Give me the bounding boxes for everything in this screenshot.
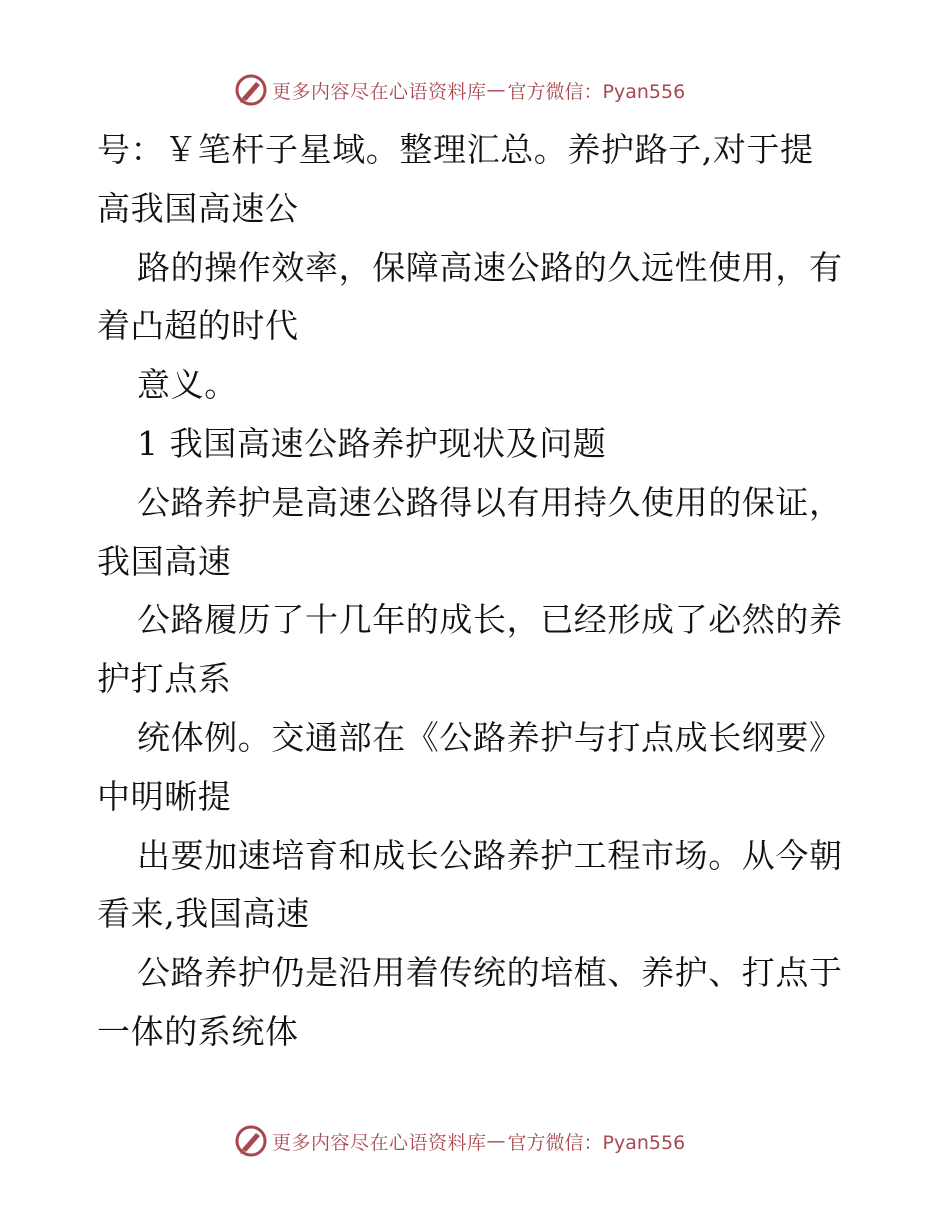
footer-banner [234,1121,685,1161]
text-line: 公路养护是高速公路得以有用持久使用的保证， [137,482,843,522]
text-line: 中明晰提 [97,776,232,816]
text-line: 我国高速 [97,541,232,581]
document-body [97,121,887,1062]
text-line: 出要加速培育和成长公路养护工程市场。从今朝 [137,835,843,875]
text-line: 号：￥笔杆子星域。整理汇总。养护路子,对于提 [97,130,814,169]
pen-logo-icon [234,73,268,107]
header-banner [234,70,685,110]
section-heading: 1 我国高速公路养护现状及问题 [137,423,607,463]
banner-dash: — [486,79,506,101]
text-line: 着凸超的时代 [97,306,299,346]
pen-logo-icon [234,1124,268,1158]
banner-wechat: 官方微信：Pyan556 [507,1131,686,1154]
banner-dash: — [486,1130,506,1152]
text-line: 看来,我国高速 [97,894,310,934]
banner-text: 更多内容尽在心语资料库 [272,1131,487,1154]
text-line: 一体的系统体 [97,1011,299,1051]
text-line: 公路履历了十几年的成长，已经形成了必然的养 [137,600,843,640]
text-line: 护打点系 [97,659,232,699]
text-line: 高我国高速公 [97,188,299,228]
text-line: 公路养护仍是沿用着传统的培植、养护、打点于 [137,953,843,993]
text-line: 意义。 [137,365,238,405]
text-line: 统体例。交通部在《公路养护与打点成长纲要》 [137,717,843,757]
banner-text: 更多内容尽在心语资料库 [272,80,487,103]
banner-wechat: 官方微信：Pyan556 [507,80,686,103]
text-line: 路的操作效率，保障高速公路的久远性使用，有 [137,247,843,287]
